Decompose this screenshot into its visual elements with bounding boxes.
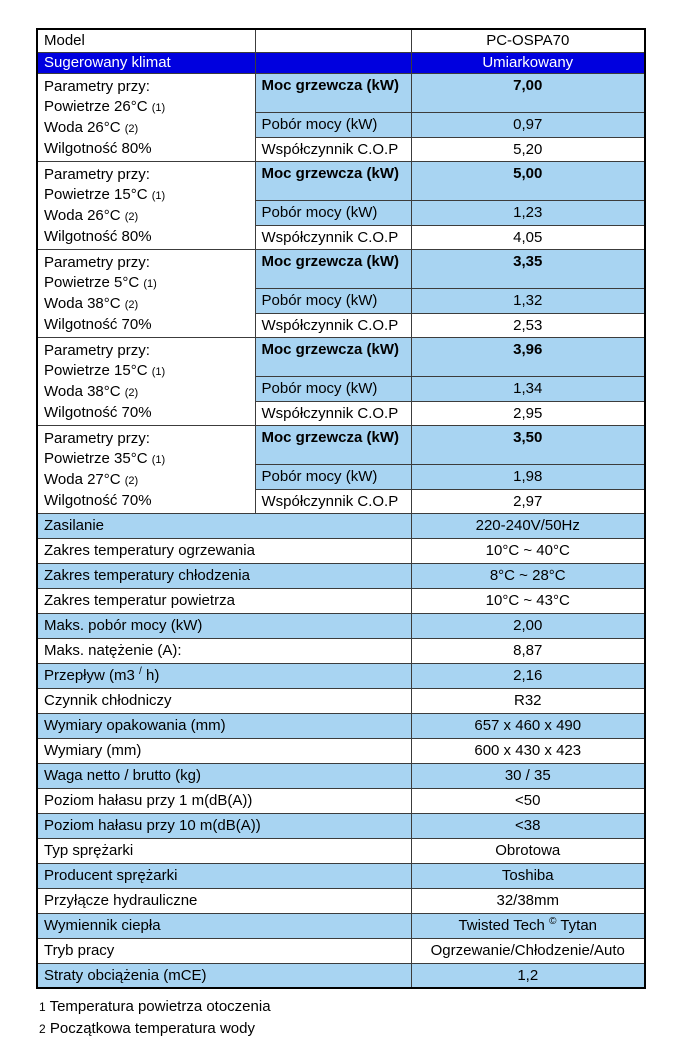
- conditions-water-note: (2): [124, 474, 139, 487]
- conditions-humidity: Wilgotność 70%: [44, 315, 152, 333]
- conditions-water-note: (2): [124, 122, 139, 135]
- spec-value: 10°C ~ 43°C: [411, 588, 645, 613]
- spec-value: 8,87: [411, 638, 645, 663]
- cop-value: 2,97: [411, 489, 645, 513]
- spec-row: [37, 863, 645, 888]
- heating-capacity-value: 3,35: [411, 249, 645, 288]
- spec-rows-body: [37, 513, 645, 988]
- spec-label: [37, 663, 411, 688]
- spec-value: 220-240V/50Hz: [411, 513, 645, 538]
- parameter-group-row-heating: [37, 73, 645, 112]
- cop-label: Współczynnik C.O.P: [255, 489, 411, 513]
- heating-capacity-value: 3,96: [411, 337, 645, 376]
- spec-label: Wymiennik ciepła: [37, 913, 411, 938]
- conditions-humidity: Wilgotność 70%: [44, 491, 152, 509]
- climate-middle-cell-empty: [255, 52, 411, 73]
- parameter-groups-body: [37, 73, 645, 513]
- conditions-air: Powietrze 15°C (1): [44, 185, 166, 203]
- spec-value: <38: [411, 813, 645, 838]
- climate-value: Umiarkowany: [411, 52, 645, 73]
- cop-label: Współczynnik C.O.P: [255, 137, 411, 161]
- conditions-title: Parametry przy:: [44, 341, 150, 359]
- model-value: PC-OSPA70: [411, 29, 645, 52]
- conditions-cell: [37, 337, 255, 425]
- spec-row: [37, 563, 645, 588]
- spec-row: [37, 938, 645, 963]
- spec-label: Typ sprężarki: [37, 838, 411, 863]
- superscript: /: [139, 666, 142, 677]
- power-input-value: 0,97: [411, 112, 645, 137]
- footnote-2: [39, 1018, 271, 1040]
- spec-row: [37, 538, 645, 563]
- spec-row: [37, 663, 645, 688]
- heating-capacity-label: Moc grzewcza (kW): [255, 337, 411, 376]
- power-input-value: 1,98: [411, 464, 645, 489]
- conditions-humidity: Wilgotność 70%: [44, 403, 152, 421]
- conditions-water: Woda 38°C (2): [44, 382, 139, 400]
- footnote-1: [39, 996, 271, 1018]
- parameter-group-row-heating: [37, 337, 645, 376]
- heating-capacity-label: Moc grzewcza (kW): [255, 73, 411, 112]
- spec-table: [36, 28, 646, 989]
- parameter-group-row-heating: [37, 425, 645, 464]
- model-middle-cell-empty: [255, 29, 411, 52]
- conditions-title: Parametry przy:: [44, 253, 150, 271]
- spec-label: Wymiary (mm): [37, 738, 411, 763]
- parameter-group-row-heating: [37, 249, 645, 288]
- footnote-1-text: Temperatura powietrza otoczenia: [49, 998, 271, 1015]
- conditions-air: Powietrze 35°C (1): [44, 449, 166, 467]
- conditions-water: Woda 26°C (2): [44, 118, 139, 136]
- footnote-2-text: Początkowa temperatura wody: [49, 1020, 255, 1037]
- conditions-water-note: (2): [124, 386, 139, 399]
- conditions-air-note: (1): [143, 277, 157, 290]
- conditions-title: Parametry przy:: [44, 165, 150, 183]
- climate-row: [37, 52, 645, 73]
- spec-label: Poziom hałasu przy 1 m(dB(A)): [37, 788, 411, 813]
- text-segment: Przepływ (m3: [44, 667, 140, 684]
- cop-value: 2,53: [411, 313, 645, 337]
- spec-row: [37, 688, 645, 713]
- power-input-label: Pobór mocy (kW): [255, 376, 411, 401]
- conditions-water: Woda 38°C (2): [44, 294, 139, 312]
- conditions-air-note: (1): [151, 189, 166, 202]
- cop-label: Współczynnik C.O.P: [255, 225, 411, 249]
- spec-label: Tryb pracy: [37, 938, 411, 963]
- heating-capacity-label: Moc grzewcza (kW): [255, 425, 411, 464]
- power-input-value: 1,34: [411, 376, 645, 401]
- conditions-water: Woda 27°C (2): [44, 470, 139, 488]
- spec-label: Czynnik chłodniczy: [37, 688, 411, 713]
- spec-value: 2,00: [411, 613, 645, 638]
- parameter-group-row-heating: [37, 161, 645, 200]
- conditions-cell: [37, 161, 255, 249]
- cop-label: Współczynnik C.O.P: [255, 313, 411, 337]
- spec-label: Poziom hałasu przy 10 m(dB(A)): [37, 813, 411, 838]
- cop-label: Współczynnik C.O.P: [255, 401, 411, 425]
- spec-value: 657 x 460 x 490: [411, 713, 645, 738]
- conditions-water-note: (2): [124, 298, 139, 311]
- spec-value: 600 x 430 x 423: [411, 738, 645, 763]
- conditions-air: Powietrze 15°C (1): [44, 361, 166, 379]
- spec-value: R32: [411, 688, 645, 713]
- cop-value: 4,05: [411, 225, 645, 249]
- footnote-2-number: 2: [39, 1022, 46, 1036]
- power-input-value: 1,23: [411, 200, 645, 225]
- conditions-air: Powietrze 5°C (1): [44, 273, 157, 291]
- heating-capacity-label: Moc grzewcza (kW): [255, 161, 411, 200]
- spec-row: [37, 713, 645, 738]
- spec-label: Wymiary opakowania (mm): [37, 713, 411, 738]
- spec-label: Straty obciążenia (mCE): [37, 963, 411, 988]
- spec-row: [37, 738, 645, 763]
- spec-label: Zasilanie: [37, 513, 411, 538]
- spec-row: [37, 888, 645, 913]
- spec-value: 32/38mm: [411, 888, 645, 913]
- conditions-title: Parametry przy:: [44, 77, 150, 95]
- spec-row: [37, 763, 645, 788]
- spec-row: [37, 963, 645, 988]
- conditions-title: Parametry przy:: [44, 429, 150, 447]
- spec-value: Toshiba: [411, 863, 645, 888]
- spec-row: [37, 613, 645, 638]
- spec-label: Zakres temperatury chłodzenia: [37, 563, 411, 588]
- spec-row: [37, 513, 645, 538]
- footnote-1-number: 1: [39, 1000, 46, 1014]
- heating-capacity-label: Moc grzewcza (kW): [255, 249, 411, 288]
- spec-label: Zakres temperatur powietrza: [37, 588, 411, 613]
- spec-row: [37, 913, 645, 938]
- conditions-cell: [37, 249, 255, 337]
- heating-capacity-value: 5,00: [411, 161, 645, 200]
- conditions-water-note: (2): [124, 210, 139, 223]
- spec-value: Ogrzewanie/Chłodzenie/Auto: [411, 938, 645, 963]
- text-segment: Tytan: [556, 917, 598, 934]
- footnotes: [39, 996, 271, 1040]
- cop-value: 2,95: [411, 401, 645, 425]
- spec-value: 30 / 35: [411, 763, 645, 788]
- conditions-air-note: (1): [151, 453, 166, 466]
- power-input-value: 1,32: [411, 288, 645, 313]
- spec-value: 1,2: [411, 963, 645, 988]
- climate-label: Sugerowany klimat: [37, 52, 255, 73]
- spec-row: [37, 638, 645, 663]
- text-segment: Twisted Tech: [458, 917, 550, 934]
- spec-row: [37, 788, 645, 813]
- power-input-label: Pobór mocy (kW): [255, 112, 411, 137]
- conditions-water: Woda 26°C (2): [44, 206, 139, 224]
- heating-capacity-value: 3,50: [411, 425, 645, 464]
- spec-value: 2,16: [411, 663, 645, 688]
- spec-value: <50: [411, 788, 645, 813]
- superscript: ©: [549, 916, 557, 927]
- conditions-air-note: (1): [151, 365, 166, 378]
- conditions-air: Powietrze 26°C (1): [44, 97, 166, 115]
- model-label: Model: [37, 29, 255, 52]
- text-segment: h): [141, 667, 160, 684]
- power-input-label: Pobór mocy (kW): [255, 464, 411, 489]
- spec-value: [411, 913, 645, 938]
- conditions-air-note: (1): [151, 101, 166, 114]
- power-input-label: Pobór mocy (kW): [255, 200, 411, 225]
- spec-label: Waga netto / brutto (kg): [37, 763, 411, 788]
- spec-label: Maks. natężenie (A):: [37, 638, 411, 663]
- spec-row: [37, 813, 645, 838]
- power-input-label: Pobór mocy (kW): [255, 288, 411, 313]
- conditions-cell: [37, 425, 255, 513]
- spec-row: [37, 588, 645, 613]
- cop-value: 5,20: [411, 137, 645, 161]
- spec-value: Obrotowa: [411, 838, 645, 863]
- spec-label: Maks. pobór mocy (kW): [37, 613, 411, 638]
- spec-value: 8°C ~ 28°C: [411, 563, 645, 588]
- spec-label: Producent sprężarki: [37, 863, 411, 888]
- spec-value: 10°C ~ 40°C: [411, 538, 645, 563]
- conditions-humidity: Wilgotność 80%: [44, 227, 152, 245]
- model-row: [37, 29, 645, 52]
- spec-label: Przyłącze hydrauliczne: [37, 888, 411, 913]
- heating-capacity-value: 7,00: [411, 73, 645, 112]
- spec-label: Zakres temperatury ogrzewania: [37, 538, 411, 563]
- header-body: [37, 29, 645, 73]
- conditions-humidity: Wilgotność 80%: [44, 139, 152, 157]
- conditions-cell: [37, 73, 255, 161]
- spec-row: [37, 838, 645, 863]
